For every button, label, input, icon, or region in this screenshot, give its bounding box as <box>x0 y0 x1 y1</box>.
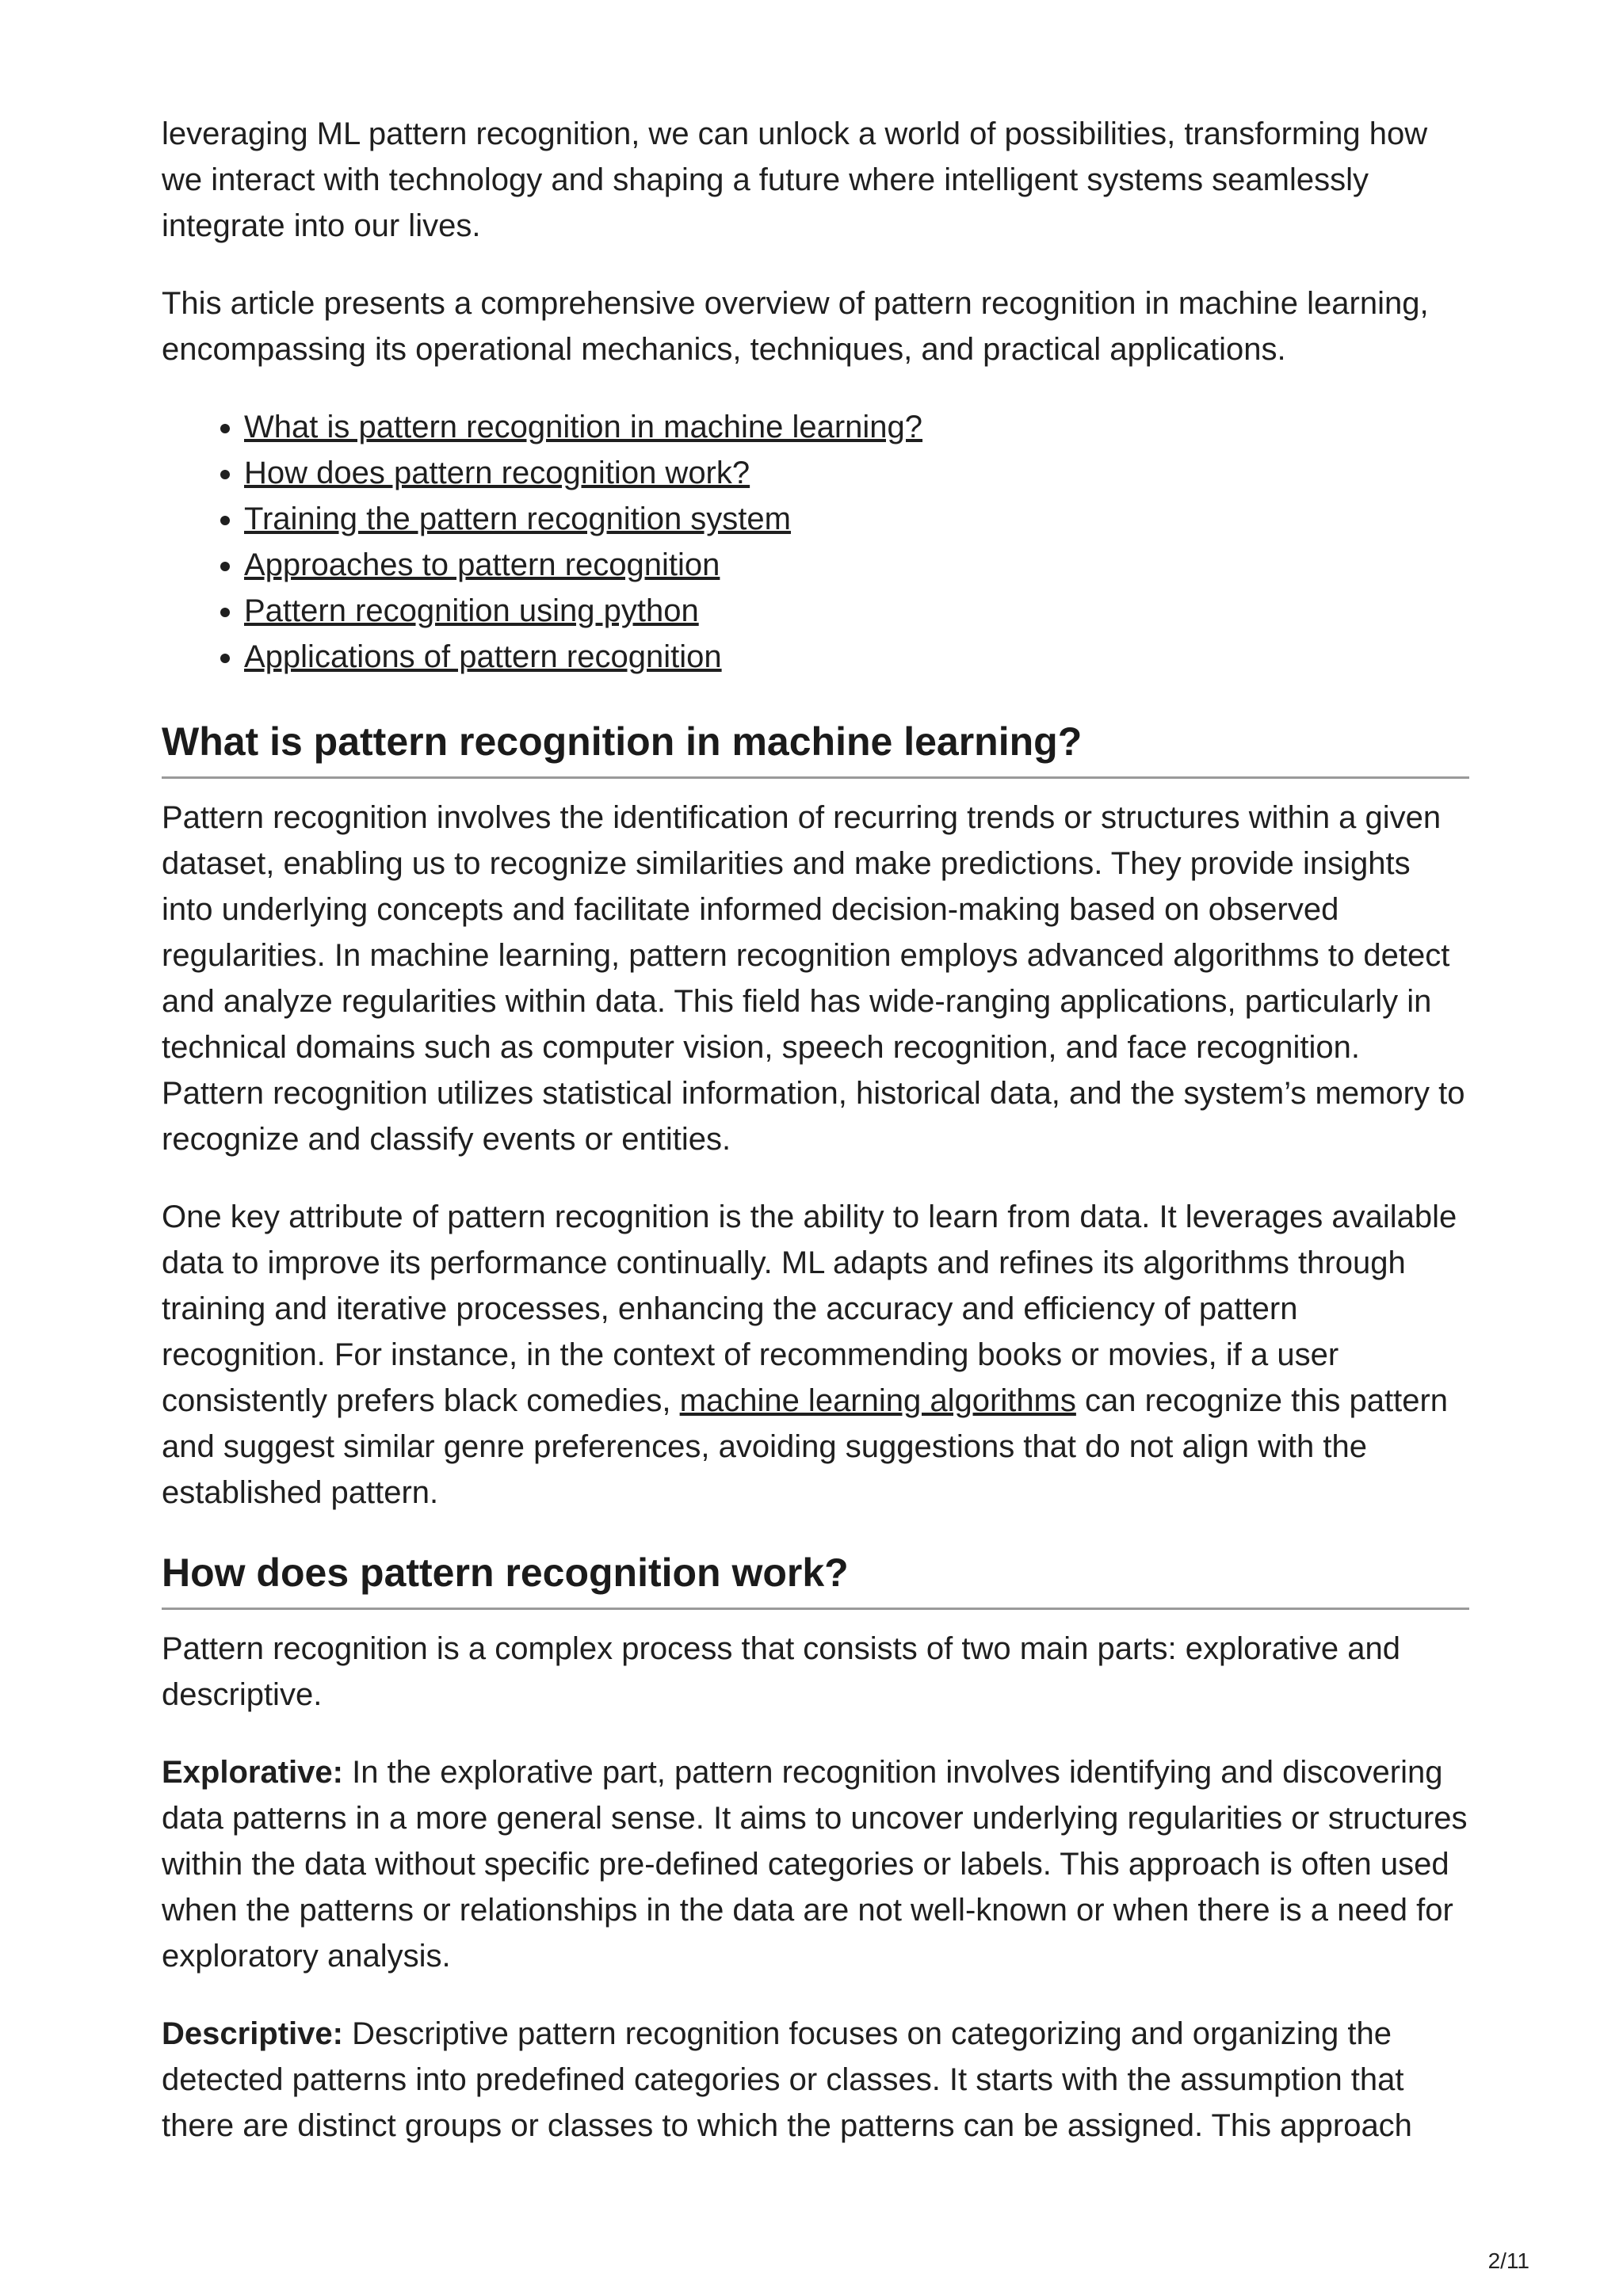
section-heading-what-is: What is pattern recognition in machine learning? <box>162 716 1469 779</box>
section1-p2-text-before: One key attribute of pattern recognition is the ability to learn from data. It leverages available data to improve its performance continually. ML adapts and refines its algorithms through training and iterative processes, enhancing the accuracy and efficiency of pattern recognition. For instance, in the context of recommending books or movies, if a user consistently prefers black comedies, <box>162 1199 1457 1418</box>
intro-paragraph-1: leveraging ML pattern recognition, we can unlock a world of possibilities, transforming how we interact with technology and shaping a future where intelligent systems seamlessly integrate into our lives. <box>162 116 1428 243</box>
descriptive-text: Descriptive pattern recognition focuses on categorizing and organizing the detected patterns into predefined categories or classes. It starts with the assumption that there are distinct groups or classes to which the patterns can be assigned. This approach <box>162 2016 1412 2143</box>
table-of-contents <box>162 404 1469 680</box>
toc-item <box>244 404 1469 450</box>
section1-paragraph-2 <box>162 1194 1469 1516</box>
section1-p2-text-after: can recognize this pattern and suggest similar genre preferences, avoiding suggestions that do not align with the established pattern. <box>162 1383 1449 1510</box>
toc-item <box>244 588 1469 634</box>
section1-paragraph-1: Pattern recognition involves the identification of recurring trends or structures within a given dataset, enabling us to recognize similarities and make predictions. They provide insights into underlying concepts and facilitate informed decision-making based on observed regularities. In machine learning, pattern recognition employs advanced algorithms to detect and analyze regularities within data. This field has wide-ranging applications, particularly in technical domains such as computer vision, speech recognition, and face recognition. Pattern recognition utilizes statistical information, historical data, and the system’s memory to recognize and classify events or entities. <box>162 800 1465 1157</box>
explorative-text: In the explorative part, pattern recognition involves identifying and discovering data patterns in a more general sense. It aims to uncover underlying regularities or structures within the data without specific pre-defined categories or labels. This approach is often used when the patterns or relationships in the data are not well-known or when there is a need for exploratory analysis. <box>162 1755 1468 1974</box>
toc-item <box>244 496 1469 542</box>
toc-link-how-it-works[interactable]: How does pattern recognition work? <box>244 456 750 490</box>
toc-link-what-is[interactable]: What is pattern recognition in machine learning? <box>244 410 923 444</box>
descriptive-paragraph <box>162 2011 1469 2149</box>
toc-item <box>244 450 1469 496</box>
toc-link-training[interactable]: Training the pattern recognition system <box>244 502 791 536</box>
toc-item <box>244 542 1469 588</box>
document-page <box>162 111 1469 2180</box>
section2-paragraph-1: Pattern recognition is a complex process that consists of two main parts: explorative and descriptive. <box>162 1631 1400 1712</box>
ml-algorithms-link[interactable]: machine learning algorithms <box>679 1383 1076 1418</box>
page-number: 2/11 <box>1487 2248 1529 2273</box>
toc-link-approaches[interactable]: Approaches to pattern recognition <box>244 547 720 582</box>
toc-link-applications[interactable]: Applications of pattern recognition <box>244 639 722 674</box>
toc-item <box>244 634 1469 680</box>
descriptive-label: Descriptive: <box>162 2016 343 2051</box>
intro-paragraph-2: This article presents a comprehensive overview of pattern recognition in machine learning, encompassing its operational mechanics, techniques, and practical applications. <box>162 286 1429 367</box>
explorative-paragraph <box>162 1749 1469 1979</box>
section-heading-how-it-works: How does pattern recognition work? <box>162 1547 1469 1610</box>
explorative-label: Explorative: <box>162 1755 343 1790</box>
toc-link-python[interactable]: Pattern recognition using python <box>244 593 699 628</box>
